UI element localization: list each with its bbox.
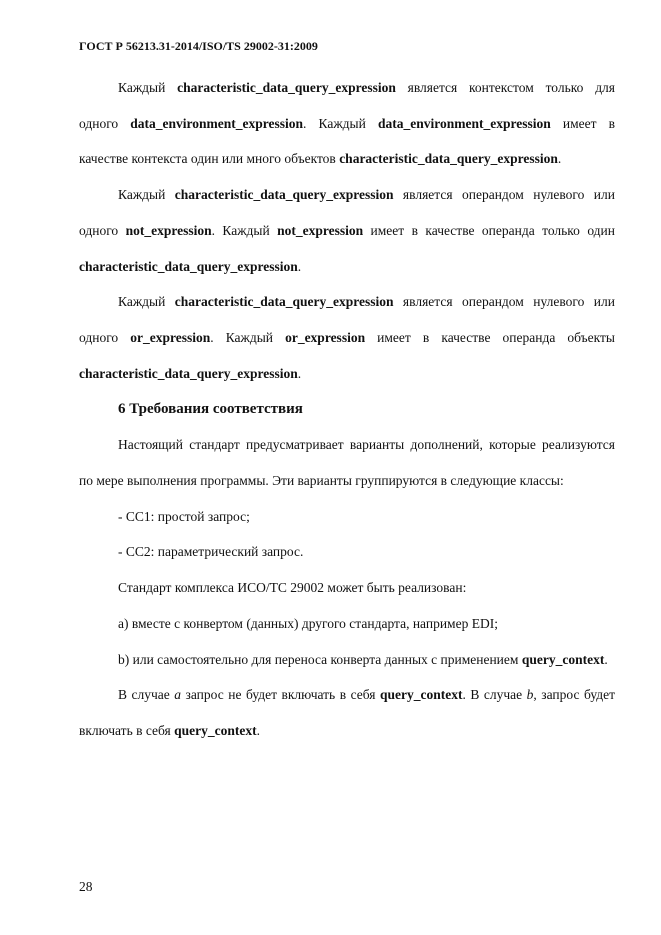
list-item-cc2: - CC2: параметрический запрос. — [118, 544, 304, 560]
text-run: . Каждый — [303, 115, 378, 131]
term: query_context — [174, 722, 257, 738]
text-run: является контекстом только для одного — [79, 80, 616, 131]
term: data_environment_expression — [377, 115, 551, 131]
text-run: Каждый — [118, 187, 175, 203]
term: characteristic_data_query_expression — [174, 294, 394, 310]
paragraph-1 — [79, 70, 615, 177]
paragraph-8 — [79, 677, 615, 748]
paragraph-7 — [79, 642, 615, 678]
text-run: . Каждый — [210, 329, 286, 345]
text-run: , запрос будет включать в себя — [79, 687, 615, 738]
paragraph-2 — [79, 177, 615, 284]
paragraph-4: Настоящий стандарт предусматривает варианты дополнений, которые реализуются по мере выполнения программы. Эти варианты группируются в следующие классы: — [79, 437, 615, 489]
term: query_context — [521, 651, 605, 667]
term: characteristic_data_query_expression — [79, 365, 298, 381]
paragraph-6: а) вместе с конвертом (данных) другого стандарта, например EDI; — [118, 615, 498, 631]
text-run: b) или самостоятельно для переноса конверта данных с применением — [118, 651, 522, 667]
text-run: имеет в качестве контекста один или много объектов — [79, 115, 615, 167]
document-body — [79, 70, 615, 749]
text-run: . В случае — [462, 687, 527, 703]
text-run: . — [604, 651, 608, 667]
text-run: Каждый — [118, 294, 175, 310]
term: or_expression — [130, 329, 211, 345]
text-run: является операндом нулевого или одного — [79, 187, 615, 238]
page-number: 28 — [79, 879, 93, 894]
paragraph-3 — [79, 284, 615, 391]
term: or_expression — [285, 329, 366, 345]
term: not_expression — [277, 222, 364, 238]
text-run: является операндом нулевого или одного — [79, 294, 615, 345]
document-header: ГОСТ Р 56213.31-2014/ISO/TS 29002-31:2009 — [79, 39, 318, 53]
text-run: запрос не будет включать в себя — [181, 687, 380, 703]
term: data_environment_expression — [130, 115, 304, 131]
term: characteristic_data_query_expression — [177, 80, 396, 95]
text-run: . — [256, 722, 260, 738]
text-run: . — [297, 258, 302, 274]
term: not_expression — [125, 222, 212, 238]
case-letter: а — [174, 687, 182, 703]
text-run: имеет в качестве операнда только один — [363, 222, 616, 238]
term: characteristic_data_query_expression — [79, 258, 298, 274]
term: characteristic_data_query_expression — [339, 151, 558, 167]
text-run: В случае — [118, 687, 175, 703]
list-item-cc1: - CC1: простой запрос; — [118, 508, 250, 524]
section-heading: 6 Требования соответствия — [118, 401, 303, 418]
text-run: . Каждый — [211, 222, 278, 238]
text-run: . — [297, 365, 302, 381]
paragraph-5: Стандарт комплекса ИСО/ТС 29002 может быть реализован: — [118, 580, 467, 596]
term: characteristic_data_query_expression — [174, 187, 394, 203]
case-letter: b — [526, 687, 534, 703]
text-run: . — [557, 151, 562, 167]
term: query_context — [380, 687, 463, 703]
text-run: Каждый — [118, 80, 178, 95]
text-run: имеет в качестве операнда объекты — [365, 329, 615, 345]
